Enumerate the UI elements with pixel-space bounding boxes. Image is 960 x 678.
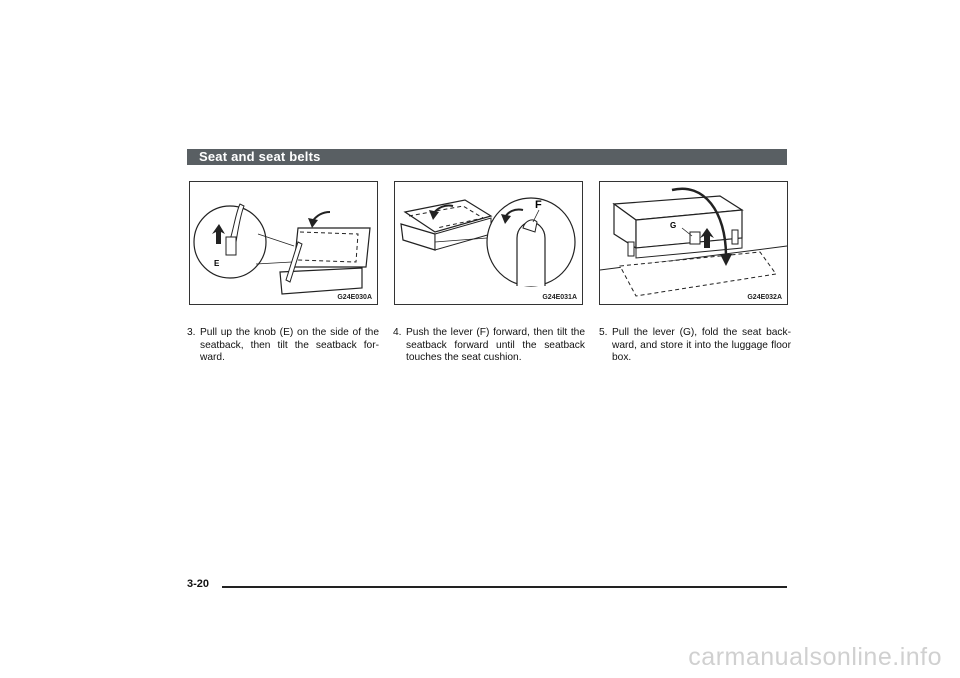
section-header-bar: [187, 149, 787, 165]
figure-label-g: G: [670, 221, 677, 230]
figure-seatback-knob: [189, 181, 378, 305]
step-text: Push the lever (F) forward, then tilt the seatback forward until the seatback touches the seat cushion.: [406, 327, 585, 363]
step-5: [599, 327, 791, 365]
section-title: Seat and seat belts: [199, 149, 321, 164]
figure-code: G24E031A: [542, 294, 577, 301]
figure-label-e: E: [214, 259, 220, 268]
seatback-knob-illustration: [190, 182, 377, 304]
step-number: 4.: [393, 327, 402, 338]
figure-code: G24E030A: [337, 294, 372, 301]
step-4: [393, 327, 585, 365]
step-text: Pull up the knob (E) on the side of the seatback, then tilt the seatback for-ward.: [200, 327, 379, 363]
step-number: 5.: [599, 327, 608, 338]
step-text: Pull the lever (G), fold the seat back-ward, and store it into the luggage floor box.: [612, 327, 791, 363]
figure-code: G24E032A: [747, 294, 782, 301]
figure-fold-seat: [599, 181, 788, 305]
watermark-text: carmanualsonline.info: [688, 643, 942, 671]
figure-label-f: F: [535, 199, 542, 211]
step-number: 3.: [187, 327, 196, 338]
footer-rule: [222, 586, 787, 588]
page-number: 3-20: [187, 578, 210, 590]
fold-seat-illustration: [600, 182, 787, 304]
lever-forward-illustration: [395, 182, 582, 304]
step-3: [187, 327, 379, 365]
figure-lever-forward: [394, 181, 583, 305]
